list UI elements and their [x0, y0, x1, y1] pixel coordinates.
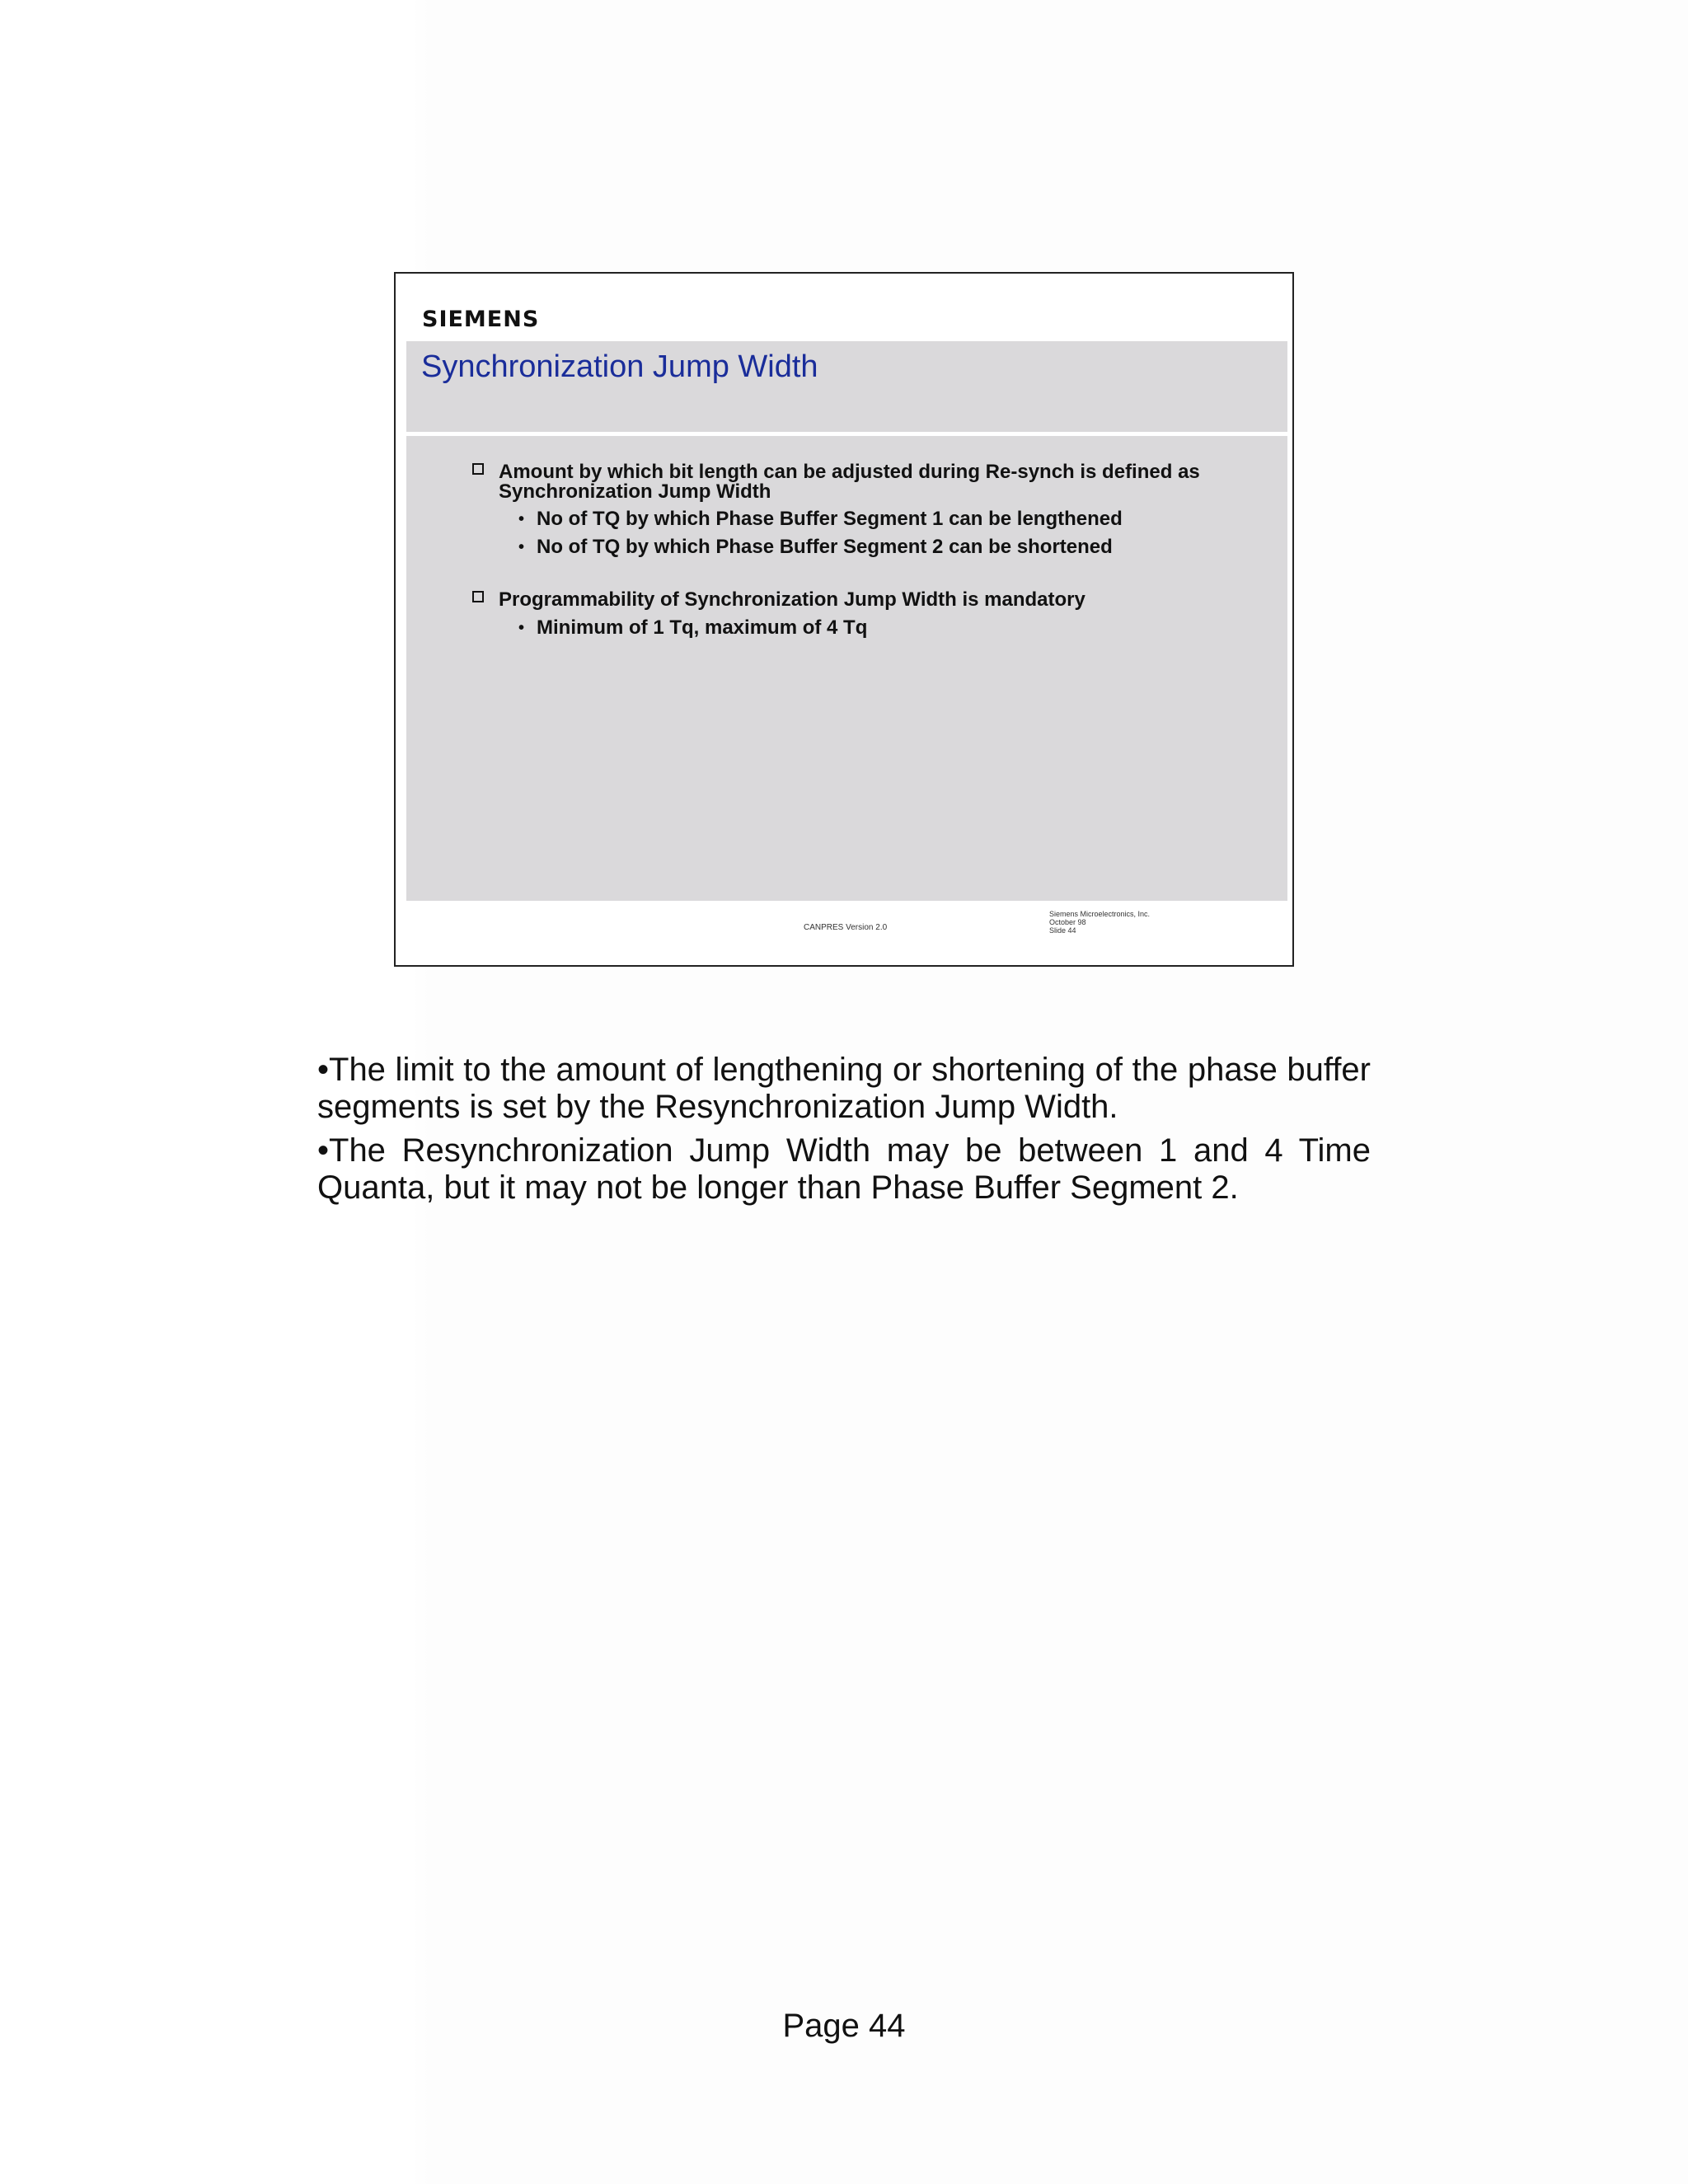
bullet-text-line: Amount by which bit length can be adjusted during Re-synch is defined as [499, 461, 1200, 483]
content-band [406, 436, 1287, 901]
notes-paragraph: •The Resynchronization Jump Width may be between 1 and 4 Time Quanta, but it may not be longer than Phase Buffer Segment 2. [317, 1132, 1371, 1206]
footer-line: Siemens Microelectronics, Inc. [1049, 910, 1151, 918]
sub-bullet-text: No of TQ by which Phase Buffer Segment 2 can be shortened [537, 536, 1113, 558]
slide-footer-right [1049, 910, 1150, 935]
sub-bullet-text: Minimum of 1 Tq, maximum of 4 Tq [537, 616, 868, 639]
slide-frame [394, 272, 1294, 967]
dot-bullet-icon: • [518, 510, 525, 528]
sub-bullet-item [518, 616, 868, 639]
checkbox-bullet-icon [472, 591, 484, 602]
notes-paragraph: •The limit to the amount of lengthening or shortening of the phase buffer segments is set by the Resynchronization Jump Width. [317, 1052, 1371, 1125]
footer-line: Slide 44 [1049, 926, 1076, 935]
footer-line: October 98 [1049, 918, 1086, 926]
bullet-text-line: Synchronization Jump Width [499, 480, 771, 503]
slide-footer-center: CANPRES Version 2.0 [804, 923, 888, 932]
siemens-logo: SIEMENS [422, 307, 540, 332]
bullet-item [499, 590, 1257, 610]
slide-title: Synchronization Jump Width [421, 349, 818, 384]
bullet-item [499, 462, 1257, 502]
dot-bullet-icon: • [518, 619, 525, 637]
sub-bullet-text: No of TQ by which Phase Buffer Segment 1 can be lengthened [537, 508, 1123, 530]
page-number: Page 44 [782, 2008, 906, 2044]
sub-bullet-item [518, 536, 1113, 558]
sub-bullet-item [518, 508, 1123, 530]
bullet-text-line: Programmability of Synchronization Jump Width is mandatory [499, 588, 1085, 611]
checkbox-bullet-icon [472, 463, 484, 475]
notes-text [317, 1052, 1371, 1213]
title-band [406, 341, 1287, 432]
dot-bullet-icon: • [518, 538, 525, 556]
